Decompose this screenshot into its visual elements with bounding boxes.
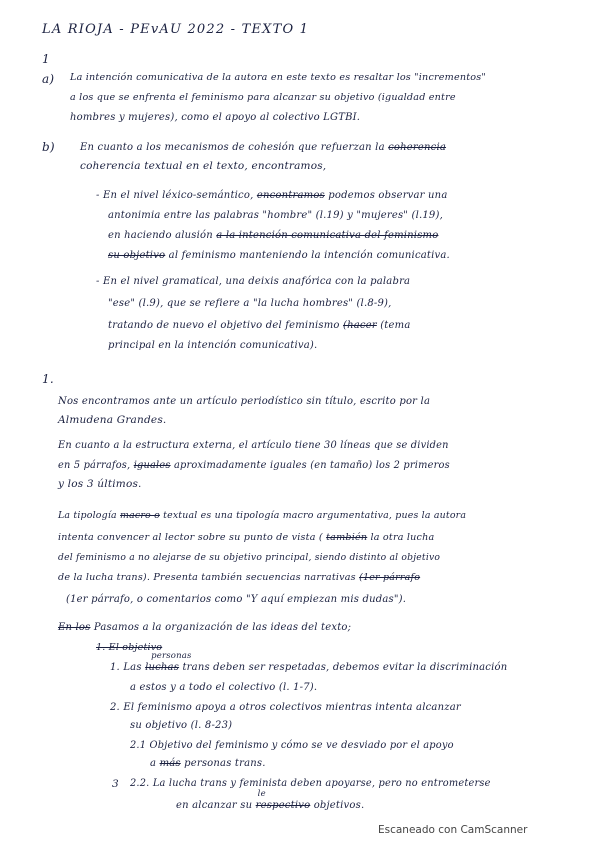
bullet-1-text-b: podemos observar una	[328, 190, 448, 201]
bullet-1-line-4	[108, 250, 450, 261]
list-item-2-line-2: su objetivo (l. 8-23)	[130, 720, 233, 731]
list-item-2-1-strike: más	[159, 758, 181, 769]
paragraph-2-text-a: en 5 párrafos,	[58, 460, 131, 471]
bullet-1-text-a: - En el nivel léxico-semántico,	[96, 190, 254, 201]
paragraph-2-text-b: aproximadamente iguales (en tamaño) los 2 primeros	[173, 460, 450, 471]
item-b-label: b)	[42, 140, 55, 154]
list-item-2-1-line-2	[150, 758, 266, 769]
paragraph-1-line-1: Nos encontramos ante un artículo periodístico sin título, escrito por la	[58, 396, 431, 407]
paragraph-1-line-2: Almudena Grandes.	[58, 414, 167, 426]
paragraph-4-text: Pasamos a la organización de las ideas del texto;	[93, 622, 352, 633]
list-number-2-1: 2.1	[130, 740, 147, 751]
paragraph-3-text-b: textual es una tipología macro argumentativa, pues la autora	[163, 510, 467, 521]
list-item-2-1-text-b: a	[150, 758, 157, 769]
bullet-1-strike-b: a la intención comunicativa del feminismo	[216, 230, 439, 241]
paragraph-4-line-1	[58, 622, 351, 633]
paragraph-3-line-2	[58, 532, 434, 543]
list-item-1-text-a: Las	[123, 662, 142, 673]
item-a-line-2: a los que se enfrenta el feminismo para alcanzar su objetivo (igualdad entre	[70, 92, 456, 103]
paragraph-3-line-1	[58, 510, 466, 521]
list-item-2-2-sup: le	[257, 789, 266, 799]
paragraph-4-sub-strike: 1. El objetivo	[96, 642, 163, 653]
paragraph-3-text-d: la otra lucha	[370, 532, 435, 543]
list-item-2-line-1	[110, 702, 461, 713]
paragraph-3-text-e: de la lucha trans). Presenta también secuencias narrativas	[58, 572, 356, 583]
list-item-2-2-strike: respectivo	[255, 800, 311, 811]
item-b-line-1-strike: coherencia	[388, 142, 447, 153]
paragraph-3-line-5: (1er párrafo, o comentarios como "Y aquí empiezan mis dudas").	[66, 594, 407, 605]
bullet-2-line-2: "ese" (l.9), que se refiere a "la lucha hombres" (l.8-9),	[108, 298, 392, 309]
item-a-label: a)	[42, 72, 55, 86]
paragraph-2-line-3: y los 3 últimos.	[58, 478, 142, 490]
bullet-1-text-c: en haciendo alusión	[108, 230, 213, 241]
bullet-1-line-2: antonimia entre las palabras "hombre" (l.19) y "mujeres" (l.19),	[108, 210, 443, 221]
bullet-2-line-3	[108, 320, 411, 331]
paragraph-2-line-1: En cuanto a la estructura externa, el artículo tiene 30 líneas que se dividen	[58, 440, 449, 451]
bullet-1-strike-c: su objetivo	[108, 250, 166, 261]
list-item-2-2-line-2	[176, 789, 365, 811]
list-item-2-2-text-b: en alcanzar su	[176, 800, 253, 811]
paragraph-3-strike-b: también	[326, 532, 368, 543]
paragraph-3-text-a: La tipología	[58, 510, 117, 521]
list-item-1-line-2: a estos y a todo el colectivo (l. 1-7).	[130, 682, 318, 693]
bullet-2-text-a: tratando de nuevo el objetivo del feminismo	[108, 320, 340, 331]
list-number-2: 2.	[110, 702, 120, 713]
list-item-1-strike: luchas	[145, 662, 180, 673]
question-number-1: 1	[42, 52, 50, 66]
paragraph-3-line-3: del feminismo a no alejarse de su objetivo principal, siendo distinto al objetivo	[58, 552, 441, 563]
item-b-line-1-text: En cuanto a los mecanismos de cohesión que refuerzan la	[80, 142, 385, 153]
paragraph-3-line-4	[58, 572, 420, 583]
list-item-2-1-line-1	[130, 740, 454, 751]
item-a-line-1: La intención comunicativa de la autora en este texto es resaltar los "incrementos"	[70, 72, 486, 83]
list-number-2-2: 2.2.	[130, 778, 150, 789]
item-b-line-1	[80, 142, 446, 153]
paragraph-2-line-2	[58, 460, 450, 471]
bullet-1-strike-a: encontramos	[256, 190, 325, 201]
list-item-2-1-text: Objetivo del feminismo y cómo se ve desviado por el apoyo	[149, 740, 454, 751]
paragraph-3-strike-c: (1er párrafo	[359, 572, 421, 583]
list-item-2-2-line-1	[130, 778, 491, 789]
list-item-1-text-b: trans deben ser respetadas, debemos evitar la discriminación	[182, 662, 508, 673]
question-number-2: 1.	[42, 372, 54, 386]
list-item-2-2-text-c: objetivos.	[313, 800, 365, 811]
paragraph-3-strike-a: macro o	[120, 510, 160, 521]
list-item-1-sup: personas	[151, 651, 192, 661]
bullet-1-line-3	[108, 230, 438, 241]
list-item-2-2-text: La lucha trans y feminista deben apoyarse, pero no entrometerse	[152, 778, 491, 789]
bullet-2-line-1: - En el nivel gramatical, una deixis anafórica con la palabra	[96, 276, 411, 287]
bullet-1-text-d: al feminismo manteniendo la intención comunicativa.	[168, 250, 450, 261]
paragraph-2-strike: iguales	[133, 460, 171, 471]
list-item-2-text: El feminismo apoya a otros colectivos mientras intenta alcanzar	[123, 702, 461, 713]
bullet-1-line-1	[96, 190, 448, 201]
list-mark: 3	[112, 778, 119, 790]
list-item-2-1-text-c: personas trans.	[184, 758, 266, 769]
paragraph-4-strike: En los	[58, 622, 91, 633]
bullet-2-line-4: principal en la intención comunicativa).	[108, 340, 318, 351]
scanner-watermark: Escaneado con CamScanner	[378, 824, 528, 836]
item-b-line-2: coherencia textual en el texto, encontramos,	[80, 160, 327, 172]
list-number-1: 1.	[110, 662, 120, 673]
page-title: LA RIOJA - PEvAU 2022 - TEXTO 1	[42, 22, 310, 37]
bullet-2-strike: (hacer	[343, 320, 377, 331]
list-item-1-line-1	[110, 651, 508, 673]
paragraph-3-text-c: intenta convencer al lector sobre su punto de vista (	[58, 532, 323, 543]
item-a-line-3: hombres y mujeres), como el apoyo al colectivo LGTBI.	[70, 112, 361, 123]
bullet-2-text-b: (tema	[380, 320, 411, 331]
